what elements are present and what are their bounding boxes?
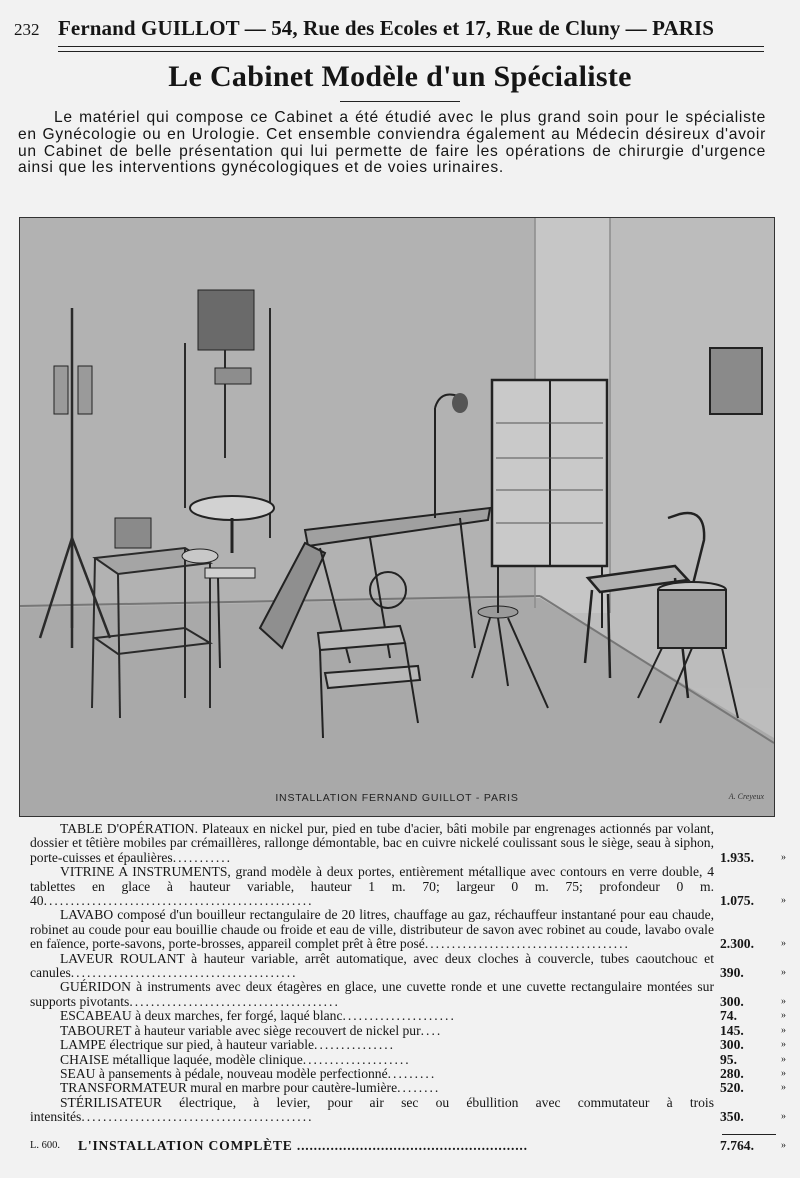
total-row (30, 1138, 786, 1154)
list-item (30, 908, 786, 951)
item-description: LAVEUR ROULANT à hauteur variable, arrêt automatique, avec deux cloches à couvercle, tubes caoutchouc et canules.......................................... (30, 950, 714, 981)
list-item (30, 980, 786, 1009)
total-price: 7.764. » (720, 1138, 786, 1153)
item-description: TRANSFORMATEUR mural en marbre pour cautère-lumière........ (60, 1080, 441, 1096)
list-item (30, 865, 786, 908)
item-description: TABOURET à hauteur variable avec siège recouvert de nickel pur.... (60, 1022, 443, 1038)
photo-caption: INSTALLATION FERNAND GUILLOT - PARIS (275, 792, 519, 804)
item-description: VITRINE A INSTRUMENTS, grand modèle à deux portes, entièrement métallique avec contours en verre double, 4 tablettes en glace à hauteur variable, hauteur 1 m. 70; largeur 0 m. 75; profondeur 0 m. 40.................................................. (30, 864, 714, 909)
list-item (30, 822, 786, 865)
item-description: CHAISE métallique laquée, modèle clinique.................... (60, 1051, 411, 1067)
list-item (30, 1024, 786, 1038)
header-address: Fernand GUILLOT — 54, Rue des Ecoles et 17, Rue de Cluny — PARIS (58, 16, 715, 40)
item-description: LAVABO composé d'un bouilleur rectangulaire de 20 litres, chauffage au gaz, réchauffeur instantané pour eau chaude, robinet au coude pour eau bouillie chaude ou froide et eau de ville, distributeur de savon avec robinet au coude, lavabo ovale en faïence, porte-savons, porte-brosses, appareil complet prêt à être posé...................................... (30, 907, 714, 952)
item-description: ESCABEAU à deux marches, fer forgé, laqué blanc..................... (60, 1008, 456, 1024)
catalog-reference: L. 600. (30, 1140, 61, 1151)
item-price: 300. » (720, 1037, 786, 1053)
list-item (30, 1067, 786, 1081)
intro-paragraph: Le matériel qui compose ce Cabinet a été étudié avec le plus grand soin pour le spécialiste en Gynécologie ou en Urologie. Cet ensemble conviendra également au Médecin désireux d'avoir un Cabinet de belle présentation qui lui permette de faire les opérations de chirurgie d'urgence ainsi que les interventions gynécologiques et de voies urinaires. (18, 109, 766, 177)
item-description: GUÉRIDON à instruments avec deux étagères en glace, une cuvette ronde et une cuvette rectangulaire montées sur supports pivotants....................................... (30, 979, 714, 1009)
page-title: Le Cabinet Modèle d'un Spécialiste (168, 60, 632, 93)
item-description: STÉRILISATEUR électrique, à levier, pour air sec ou ébullition avec commutateur à trois intensités........................................... (30, 1094, 714, 1125)
item-price: 350. » (720, 1109, 786, 1125)
page-number: 232 (14, 20, 40, 39)
item-price: 145. » (720, 1022, 786, 1038)
list-item (30, 1038, 786, 1052)
item-price: 1.935. » (720, 849, 786, 865)
item-price: 520. » (720, 1080, 786, 1096)
list-item (30, 1081, 786, 1095)
item-price: 390. » (720, 965, 786, 981)
list-item (30, 1009, 786, 1023)
item-price: 95. » (720, 1051, 786, 1067)
list-item (30, 1053, 786, 1067)
price-list (30, 822, 786, 1125)
item-price: 1.075. » (720, 893, 786, 909)
item-price: 2.300. » (720, 936, 786, 952)
header-rule (58, 46, 764, 52)
title-rule (340, 101, 460, 102)
cabinet-illustration (20, 218, 774, 816)
list-item (30, 1096, 786, 1125)
item-price: 280. » (720, 1065, 786, 1081)
page-header (14, 16, 774, 41)
total-label: L'INSTALLATION COMPLÈTE ....................................................... (78, 1138, 528, 1153)
item-description: LAMPE électrique sur pied, à hauteur variable............... (60, 1037, 396, 1053)
item-price: 74. » (720, 1008, 786, 1024)
item-price: 300. » (720, 993, 786, 1009)
engraver-signature: A. Creyeux (728, 792, 764, 801)
item-description: SEAU à pansements à pédale, nouveau modèle perfectionné......... (60, 1065, 437, 1081)
list-item (30, 952, 786, 981)
cabinet-photo (19, 217, 775, 817)
total-rule (722, 1134, 776, 1135)
item-description: TABLE D'OPÉRATION. Plateaux en nickel pur, pied en tube d'acier, bâti mobile par engrenages actionnés par volant, dossier et têtière mobiles par crémaillères, rallonge démontable, bac en cuivre nickelé coulissant sous le siège, seau à siphon, porte-cuisses et épaulières........... (30, 821, 714, 865)
